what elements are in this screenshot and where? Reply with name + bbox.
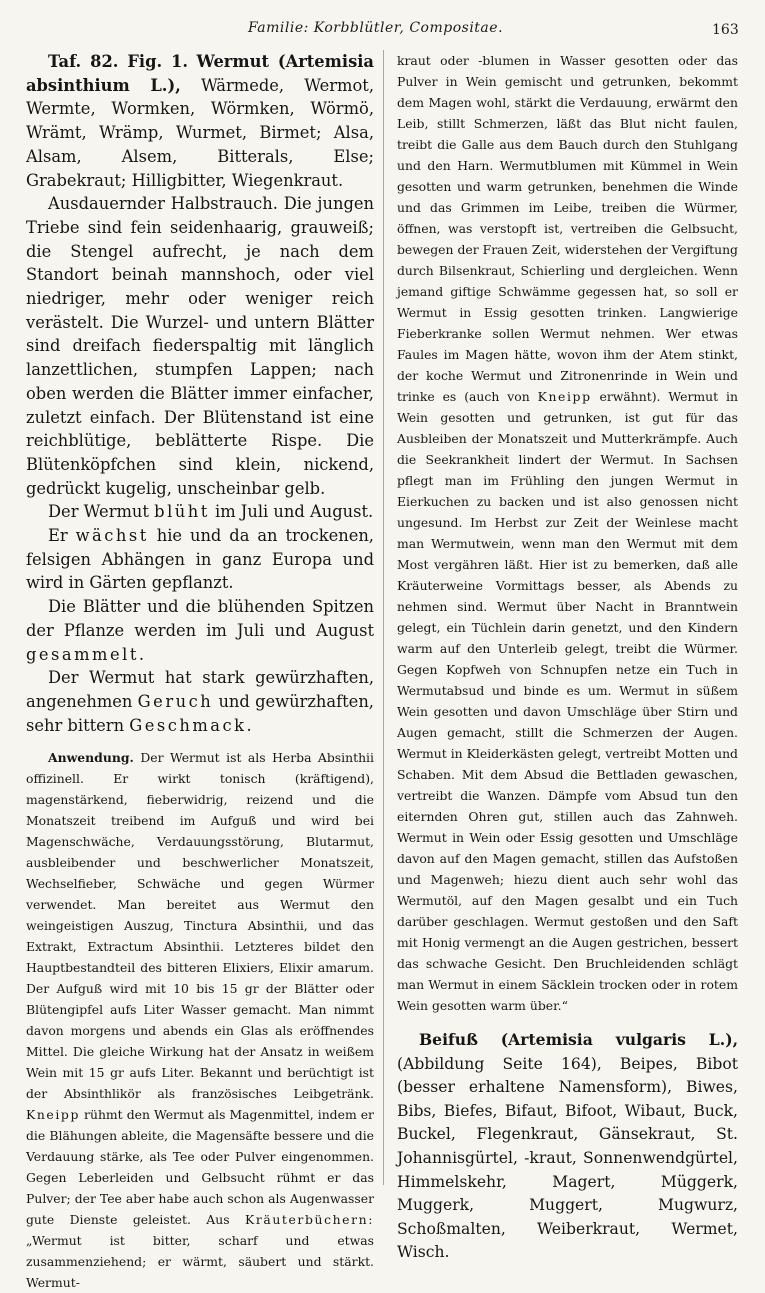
habitat-keyword: wächst: [75, 526, 149, 546]
quote-text: kraut oder -blumen in Wasser gesotten oder das Pulver in Wein gemischt und getrunken, bekommt dem Magen wohl, stärkt die Verdauung, erwärmt den Leib, stillt Schmerzen, läßt das Blut nicht faulen, treibt die Galle aus dem Bauch durch den Stuhlgang und den Harn. Wermutblumen mit Kümmel in Wein gesotten und warm getrunken, benehmen die Winde und das Grimmen im Leibe, treiben die Würmer, öffnen, was verstopft ist, vertreiben die Gelbsucht, bewegen der Frauen Zeit, widerstehen der Vergiftung durch Bilsenkraut, Schierling und dergleichen. Wenn jemand giftige Schwämme gegessen hat, so soll er Wermut in Essig gesotten trinken. Langwierige Fieberkranke sollen Wermut nehmen. Wer etwas Faules im Magen hätte, wovon ihm der Atem stinkt, der koche Wermut und Zitronenrinde in Wein und trinke es (auch von: [397, 53, 738, 404]
usage-paragraph: [26, 747, 374, 1293]
herbal-quote-continued: [397, 50, 738, 1016]
right-column: [397, 50, 738, 1265]
section-gap: [26, 737, 374, 747]
collection-keyword: gesammelt.: [26, 644, 147, 664]
habitat-text: Er: [48, 526, 68, 546]
usage-label: Anwendung.: [48, 750, 134, 766]
vernacular-names: Wärmede, Wermot, Wermte, Wormken, Wörmken, Wörmö, Wrämt, Wrämp, Wurmet, Birmet; Alsa, Alsam, Alsem, Bitterals, Else; Grabekraut; Hilligbitter, Wiegenkraut.: [26, 75, 374, 190]
beifuss-species-name: Beifuß (Artemisia vulgaris L.),: [419, 1030, 738, 1049]
kraeuterbuecher-label: Kräuterbüchern:: [244, 1212, 374, 1228]
beifuss-entry: [397, 1028, 738, 1265]
left-column: [26, 50, 374, 1293]
flowering-keyword: blüht: [154, 502, 210, 522]
morphology-paragraph: Ausdauernder Halbstrauch. Die jungen Triebe sind fein seidenhaarig, grauweiß; die Stengel aufrecht, je nach dem Standort beinah mannshoch, oder viel niedriger, mehr oder weniger reich verästelt. Die Wurzel- und untern Blätter sind dreifach fiederspaltig mit länglich lanzettlichen, stumpfen Lappen; nach oben werden die Blätter immer einfacher, zuletzt einfach. Der Blütenstand ist eine reichblütige, beblätterte Rispe. Die Blütenköpfchen sind klein, nickend, gedrückt kugelig, unscheinbar gelb.: [26, 194, 374, 498]
herbal-quote-start: „Wermut ist bitter, scharf und etwas zusammenziehend; er wärmt, säubert und stärkt. Wermut-: [26, 1233, 374, 1291]
smell-text: Der Wermut hat stark gewürzhaften, angenehmen: [26, 668, 374, 711]
smell-keyword: Geruch: [137, 691, 214, 711]
habitat-paragraph: [26, 524, 374, 595]
species-name: Wermut (Artemisia absinthium L.),: [26, 52, 374, 95]
usage-text-kneipp: rühmt den Wermut als Magenmittel, indem er die Blähungen ableite, die Magensäfte bessere und die Verdauung stärke, als Tee oder Pulver eingenommen. Gegen Leberleiden und Gelbsucht rühmt er das Pulver; der Tee aber habe auch schon als Augenwasser gute Dienste geleistet. Aus: [26, 1107, 374, 1228]
flowering-paragraph: [26, 500, 374, 524]
flowering-text-end: im Juli und August.: [214, 502, 374, 522]
entry-heading: [26, 50, 374, 192]
beifuss-paragraph: [397, 1028, 738, 1265]
running-head: Familie: Korbblütler, Compositae.: [248, 20, 504, 36]
flowering-text: Der Wermut: [48, 502, 149, 522]
usage-text: Der Wermut ist als Herba Absinthii offizinell. Er wirkt tonisch (kräftigend), magenstärkend, fieberwidrig, reizend und die Monatszeit treibend im Aufguß und wird bei Magenschwäche, Verdauungsstörung, Blutarmut, ausbleibender und beschwerlicher Monatszeit, Wechselfieber, Schwäche und gegen Würmer verwendet. Man bereitet aus Wermut den weingeistigen Auszug, Tinctura Absinthii, und das Extrakt, Extractum Absinthii. Letzteres bildet den Hauptbestandteil des bitteren Elixiers, Elixir amarum. Der Aufguß wird mit 10 bis 15 gr der Blätter oder Blütengipfel aufs Liter Wasser gemacht. Man nimmt davon morgens und abends ein Glas als eröffnendes Mittel. Die gleiche Wirkung hat der Ansatz in weißem Wein mit 15 gr aufs Liter. Bekannt und berüchtigt ist der Absinthlikör als französisches Leibgetränk.: [26, 750, 374, 1102]
quote-paragraph: [397, 50, 738, 1016]
page-number: 163: [712, 22, 739, 38]
section-gap-2: [397, 1016, 738, 1028]
beifuss-vernacular-names: (Abbildung Seite 164), Beipes, Bibot (besser erhaltene Namensform), Biwes, Bibs, Biefes, Bifaut, Bifoot, Wibaut, Buck, Buckel, Flegenkraut, Gänsekraut, St. Johannisgürtel, -kraut, Sonnenwendgürtel, Himmelskehr, Magert, Müggerk, Muggerk, Muggert, Mugwurz, Schoßmalten, Weiberkraut, Wermet, Wisch.: [397, 1054, 738, 1262]
collection-paragraph: [26, 595, 374, 666]
page-header: [0, 0, 765, 44]
quote-text-2: erwähnt). Wermut in Wein gesotten und getrunken, ist gut für das Ausbleiben der Monatszeit und Mutterkrämpfe. Auch die Seekrankheit lindert der Wermut. In Sachsen pflegt man im Frühling den jungen Wermut in Eierkuchen zu backen und ist also genossen nicht ungesund. Im Herbst zur Zeit der Weinlese macht man Wermutwein, wenn man den Wermut mit dem Most vergähren läßt. Hier ist zu bemerken, daß alle Kräuterweine Vormittags besser, als Abends zu nehmen sind. Wermut über Nacht in Branntwein gelegt, ein Tüchlein darin genetzt, und den Kindern warm auf den Unterleib gelegt, treibt die Würmer. Gegen Kopfweh von Schnupfen netze ein Tuch in Wermutabsud und binde es um. Wermut in süßem Wein gesotten und davon Umschläge über Stirn und Augen gemacht, stillt die Schmerzen der Augen. Wermut in Kleiderkästen gelegt, vertreibt Motten und Schaben. Mit dem Absud die Bettladen gewaschen, vertreibt die Wanzen. Dämpfe vom Absud tun den eiternden Ohren gut, stillen auch das Zahnweh. Wermut in Wein oder Essig gesotten und Umschläge davon auf den Magen gemacht, stillen das Aufstoßen und Magenweh; hiezu dient auch sehr wohl das Wermutöl, auf den Magen gesalbt und ein Tuch darüber geschlagen. Wermut gestoßen und den Saft mit Honig vermengt an die Augen gestrichen, bessert das schwache Gesicht. Den Bruchleidenden schlägt man Wermut in einem Säcklein trocken oder in rotem Wein gesotten warm über.“: [397, 389, 738, 1013]
kneipp-name: Kneipp: [26, 1107, 80, 1123]
plate-reference: Taf. 82. Fig. 1.: [48, 52, 189, 71]
wermut-description: [26, 50, 374, 737]
taste-keyword: Geschmack.: [129, 715, 255, 735]
usage-section: [26, 747, 374, 1293]
smell-taste-paragraph: [26, 666, 374, 737]
collection-text: Die Blätter und die blühenden Spitzen der Pflanze werden im Juli und August: [26, 597, 374, 640]
column-divider: [383, 50, 384, 1185]
kneipp-name-2: Kneipp: [537, 389, 592, 404]
habitat-text-end: hie und da an trockenen, felsigen Abhängen in ganz Europa und wird in Gärten gepflanzt.: [26, 526, 374, 593]
taste-text: und gewürzhaften, sehr bittern: [26, 691, 374, 735]
